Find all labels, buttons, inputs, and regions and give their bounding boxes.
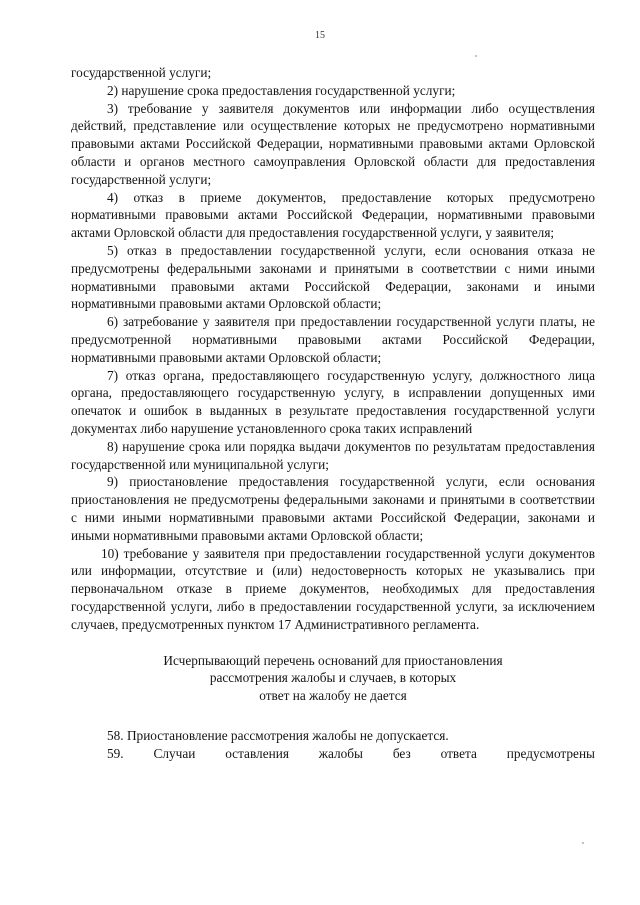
- spacer: [71, 705, 595, 727]
- list-item-6: 6) затребование у заявителя при предоставлении государственной услуги платы, не предусмотренной нормативными правовыми актами Российской Федерации, нормативными правовыми актами Орловской области;: [71, 314, 595, 365]
- scan-speck: [582, 842, 584, 844]
- paragraph-58: 58. Приостановление рассмотрения жалобы не допускается.: [107, 727, 449, 743]
- scan-speck: [475, 55, 477, 57]
- list-item-4: 4) отказ в приеме документов, предоставление которых предусмотрено нормативными правовыми актами Российской Федерации, нормативными правовыми актами Орловской области для предоставления государственной услуги, у заявителя;: [71, 189, 595, 241]
- section-heading-line-1: Исчерпывающий перечень оснований для приостановления: [163, 652, 503, 668]
- list-item-3: 3) требование у заявителя документов или информации либо осуществления действий, представление или осуществление которых не предусмотрено нормативными правовыми актами Российской Федерации, нормативными правовыми актами Орловской области и органов местного самоуправления Орловской области для предоставления государственной услуги;: [71, 100, 595, 187]
- list-item-7: 7) отказ органа, предоставляющего государственную услугу, должностного лица органа, предоставляющего государственную услугу, в исправлении допущенных ими опечаток и ошибок в выданных в результате предоставления государственной услуги документах либо нарушение установленного срока таких исправлений: [71, 367, 595, 436]
- document-body: [71, 64, 595, 762]
- list-item-5: 5) отказ в предоставлении государственной услуги, если основания отказа не предусмотрены федеральными законами и принятыми в соответствии с ними иными нормативными правовыми актами Российской Федерации, законами и иными нормативными правовыми актами Орловской области;: [71, 242, 595, 312]
- page-number: 15: [315, 30, 325, 41]
- section-heading-line-3: ответ на жалобу не дается: [259, 688, 407, 704]
- paragraph-59: 59. Случаи оставления жалобы без ответа предусмотрены: [107, 745, 595, 761]
- section-heading-line-2: рассмотрения жалобы и случаев, в которых: [209, 670, 457, 686]
- list-item-9: 9) приостановление предоставления государственной услуги, если основания приостановления не предусмотрены федеральными законами и принятыми в соответствии с ними иными нормативными правовыми актами Российской Федерации, законами и иными нормативными правовыми актами Орловской области;: [71, 474, 595, 543]
- list-item-8: 8) нарушение срока или порядка выдачи документов по результатам предоставления государственной или муниципальной услуги;: [71, 438, 595, 472]
- section-heading: [71, 652, 595, 705]
- paragraph-continuation: государственной услуги;: [71, 65, 212, 80]
- list-item-2: 2) нарушение срока предоставления государственной услуги;: [107, 82, 456, 98]
- list-item-10: 10) требование у заявителя при предоставлении государственной услуги документов или информации, отсутствие и (или) недостоверность которых не указывались при первоначальном отказе в приеме документов, необходимых для предоставления государственной услуги, либо в предоставлении государственной услуги, за исключением случаев, предусмотренных пунктом 17 Административного регламента.: [71, 545, 595, 632]
